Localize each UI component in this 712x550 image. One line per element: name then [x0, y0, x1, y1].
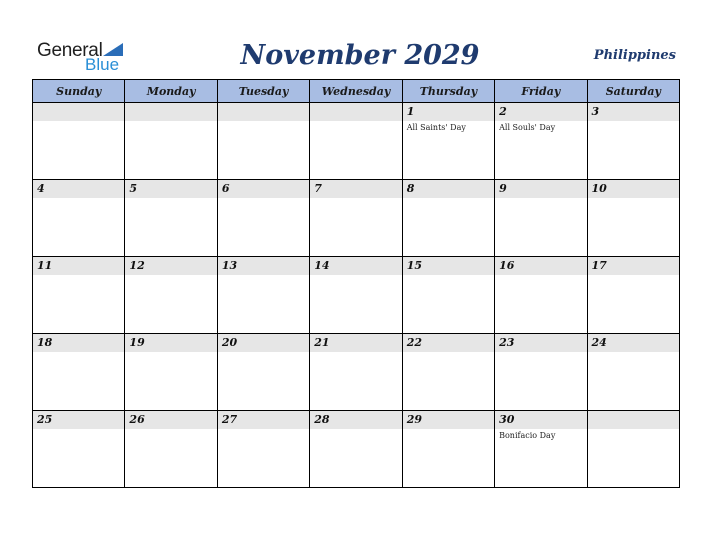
day-number: 14 — [314, 259, 330, 272]
day-number: 30 — [499, 413, 515, 426]
calendar-week-row — [33, 180, 680, 257]
logo-text-general: General — [37, 40, 103, 61]
day-cell — [402, 257, 494, 334]
day-number-band — [33, 103, 124, 121]
calendar-week-row — [33, 257, 680, 334]
day-number-band — [310, 257, 401, 275]
day-number: 13 — [221, 259, 238, 272]
day-number-band — [495, 103, 586, 121]
weekday-header-thursday: Thursday — [402, 80, 494, 103]
day-number-band — [33, 180, 124, 198]
day-number: 29 — [406, 413, 422, 426]
day-cell — [587, 180, 679, 257]
day-cell — [125, 180, 217, 257]
day-number-band — [125, 103, 216, 121]
day-cell — [33, 411, 125, 488]
day-cell — [125, 411, 217, 488]
holiday-label: All Souls' Day — [499, 123, 556, 132]
day-cell — [310, 103, 402, 180]
weekday-header-wednesday: Wednesday — [310, 80, 402, 103]
day-cell — [310, 411, 402, 488]
day-cell — [495, 334, 587, 411]
day-number-band — [495, 411, 586, 429]
day-cell — [495, 411, 587, 488]
day-number-band — [310, 411, 401, 429]
day-number: 1 — [406, 105, 415, 118]
day-number: 4 — [37, 182, 45, 195]
day-number: 23 — [499, 336, 515, 349]
calendar-grid — [32, 79, 680, 488]
day-cell — [33, 334, 125, 411]
day-number-band — [125, 334, 216, 352]
day-number: 22 — [406, 336, 422, 349]
day-number-band — [588, 180, 679, 198]
day-cell — [217, 411, 309, 488]
day-number-band — [218, 334, 309, 352]
day-number-band — [218, 257, 309, 275]
day-number: 2 — [499, 105, 507, 118]
day-number-band — [310, 180, 401, 198]
day-cell — [217, 334, 309, 411]
day-number: 26 — [129, 413, 145, 426]
day-number-band — [403, 257, 494, 275]
holiday-label: Bonifacio Day — [499, 431, 556, 440]
day-number-band — [33, 334, 124, 352]
day-number-band — [588, 103, 679, 121]
day-number-band — [403, 180, 494, 198]
brand-logo — [37, 40, 127, 74]
day-cell — [587, 411, 679, 488]
day-number-band — [310, 334, 401, 352]
day-cell — [33, 180, 125, 257]
day-number: 11 — [37, 259, 53, 272]
calendar-week-row — [33, 334, 680, 411]
day-cell — [402, 334, 494, 411]
day-number: 9 — [499, 182, 507, 195]
day-number: 19 — [129, 336, 145, 349]
day-number-band — [588, 334, 679, 352]
day-cell — [217, 180, 309, 257]
day-cell — [125, 103, 217, 180]
day-number-band — [33, 257, 124, 275]
day-cell — [587, 334, 679, 411]
day-number: 16 — [499, 259, 515, 272]
day-number: 24 — [591, 336, 607, 349]
weekday-header-monday: Monday — [125, 80, 217, 103]
day-cell — [125, 334, 217, 411]
day-number: 7 — [314, 182, 322, 195]
day-number-band — [125, 257, 216, 275]
day-number: 15 — [406, 259, 422, 272]
day-number: 10 — [591, 182, 607, 195]
day-cell — [402, 103, 494, 180]
day-number: 3 — [591, 105, 600, 118]
day-number: 5 — [129, 182, 138, 195]
day-cell — [217, 257, 309, 334]
day-number-band — [495, 257, 586, 275]
day-cell — [402, 180, 494, 257]
calendar-body — [33, 103, 680, 488]
day-number-band — [495, 180, 586, 198]
day-number-band — [218, 411, 309, 429]
day-number: 25 — [37, 413, 53, 426]
day-number-band — [588, 257, 679, 275]
day-number: 27 — [221, 413, 238, 426]
page-title: November 2029 — [240, 40, 480, 71]
day-number: 21 — [314, 336, 330, 349]
day-number: 8 — [406, 182, 415, 195]
day-number: 6 — [221, 182, 230, 195]
day-number-band — [403, 334, 494, 352]
day-number: 18 — [37, 336, 53, 349]
holiday-label: All Saints' Day — [406, 123, 466, 132]
day-cell — [495, 257, 587, 334]
weekday-header-friday: Friday — [495, 80, 587, 103]
calendar-week-row — [33, 103, 680, 180]
day-cell — [33, 257, 125, 334]
calendar-week-row — [33, 411, 680, 488]
day-cell — [587, 257, 679, 334]
day-number-band — [125, 180, 216, 198]
day-number-band — [495, 334, 586, 352]
day-cell — [125, 257, 217, 334]
day-cell — [33, 103, 125, 180]
day-number: 17 — [591, 259, 607, 272]
day-cell — [587, 103, 679, 180]
weekday-header-row — [33, 80, 680, 103]
logo-text-blue: Blue — [85, 55, 120, 74]
day-number-band — [310, 103, 401, 121]
day-number-band — [588, 411, 679, 429]
day-number-band — [403, 411, 494, 429]
day-cell — [310, 180, 402, 257]
day-number-band — [125, 411, 216, 429]
day-number-band — [403, 103, 494, 121]
day-cell — [402, 411, 494, 488]
weekday-header-tuesday: Tuesday — [217, 80, 309, 103]
day-number: 28 — [314, 413, 330, 426]
day-cell — [217, 103, 309, 180]
day-number-band — [218, 180, 309, 198]
day-number: 12 — [129, 259, 145, 272]
day-number: 20 — [221, 336, 238, 349]
country-label: Philippines — [593, 48, 676, 63]
day-number-band — [218, 103, 309, 121]
day-cell — [310, 257, 402, 334]
weekday-header-sunday: Sunday — [33, 80, 125, 103]
day-number-band — [33, 411, 124, 429]
day-cell — [495, 103, 587, 180]
weekday-header-saturday: Saturday — [587, 80, 679, 103]
day-cell — [310, 334, 402, 411]
day-cell — [495, 180, 587, 257]
